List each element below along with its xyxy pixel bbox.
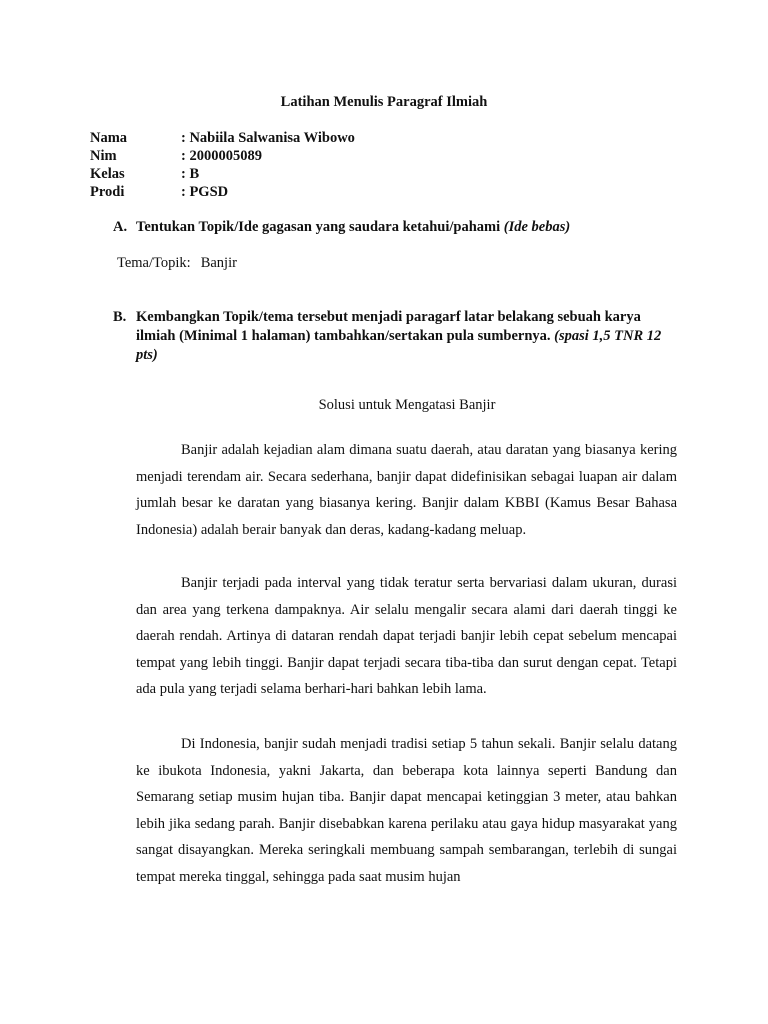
identity-label: Kelas bbox=[90, 166, 125, 182]
question-a bbox=[113, 218, 673, 237]
question-main-text: Tentukan Topik/Ide gagasan yang saudara ketahui/pahami bbox=[136, 219, 504, 235]
identity-row-kelas bbox=[90, 165, 355, 183]
topic-line bbox=[117, 255, 237, 272]
essay-paragraph: Banjir terjadi pada interval yang tidak teratur serta bervariasi dalam ukuran, durasi dan area yang terkena dampaknya. Air selalu mengalir secara alami dari daerah tinggi ke daerah rendah. Artinya di dataran rendah dapat terjadi banjir lebih cepat sebelum mencapai tempat yang lebih tinggi. Banjir dapat terjadi secara tiba-tiba dan surut dengan cepat. Tetapi ada pula yang terjadi selama berhari-hari bahkan lebih lama. bbox=[136, 575, 677, 697]
document-title: Latihan Menulis Paragraf Ilmiah bbox=[280, 94, 488, 110]
question-marker: A. bbox=[113, 219, 128, 235]
identity-row-name bbox=[90, 129, 355, 147]
question-text bbox=[136, 308, 673, 365]
identity-label: Prodi bbox=[90, 184, 125, 200]
identity-label: Nama bbox=[90, 130, 128, 146]
question-text bbox=[136, 218, 570, 237]
identity-label: Nim bbox=[90, 148, 117, 164]
essay-title: Solusi untuk Mengatasi Banjir bbox=[318, 397, 496, 413]
essay-paragraph: Banjir adalah kejadian alam dimana suatu daerah, atau daratan yang biasanya kering menjadi terendam air. Secara sederhana, banjir dapat didefinisikan sebagai luapan air dalam jumlah besar ke daratan yang biasanya kering. Banjir dalam KBBI (Kamus Besar Bahasa Indonesia) adalah berair banyak dan deras, kadang-kadang meluap. bbox=[136, 442, 677, 538]
topic-value: Banjir bbox=[200, 255, 237, 271]
identity-value: : 2000005089 bbox=[181, 148, 262, 164]
identity-value: : B bbox=[181, 166, 200, 182]
question-b bbox=[113, 308, 673, 365]
topic-label: Tema/Topik: bbox=[117, 255, 191, 271]
question-marker: B. bbox=[113, 309, 127, 325]
essay-paragraph: Di Indonesia, banjir sudah menjadi tradisi setiap 5 tahun sekali. Banjir selalu datang ke ibukota Indonesia, yakni Jakarta, dan beberapa kota lainnya seperti Bandung dan Semarang setiap musim hujan tiba. Banjir dapat mencapai ketinggian 3 meter, atau bahkan lebih jika sedang parah. Banjir disebabkan karena perilaku atau gaya hidup masyarakat yang sangat disayangkan. Mereka seringkali membuang sampah sembarangan, terlebih di sungai tempat mereka tinggal, sehingga pada saat musim hujan bbox=[136, 736, 677, 885]
question-main-text: Kembangkan Topik/tema tersebut menjadi paragarf latar belakang sebuah karya ilmiah (Minimal 1 halaman) tambahkan/sertakan pula sumbernya. bbox=[136, 309, 641, 344]
identity-block bbox=[90, 129, 355, 201]
question-note: (spasi 1,5 TNR 12 pts) bbox=[136, 328, 662, 363]
identity-row-nim bbox=[90, 147, 355, 165]
question-note: (Ide bebas) bbox=[503, 219, 571, 235]
identity-value: : Nabiila Salwanisa Wibowo bbox=[181, 130, 355, 146]
identity-row-prodi bbox=[90, 183, 355, 201]
identity-value: : PGSD bbox=[181, 184, 229, 200]
